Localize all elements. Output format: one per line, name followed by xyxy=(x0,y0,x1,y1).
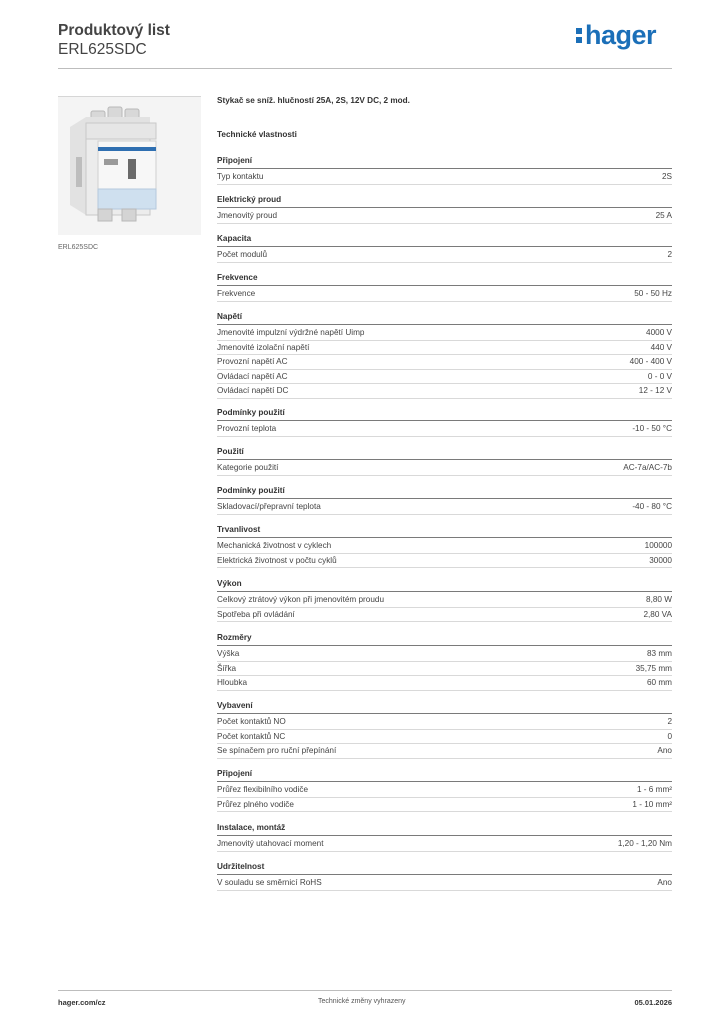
spec-label: Počet kontaktů NC xyxy=(217,731,286,741)
spec-label: Kategorie použití xyxy=(217,463,279,472)
spec-value: 400 - 400 V xyxy=(629,357,672,367)
spec-label: V souladu se směrnicí RoHS xyxy=(217,878,322,887)
spec-label: Jmenovitý utahovací moment xyxy=(217,839,324,848)
section-title: Napětí xyxy=(217,312,672,325)
section-title: Instalace, montáž xyxy=(217,823,672,836)
spec-value: 2 xyxy=(667,250,672,259)
spec-value: 100000 xyxy=(644,541,672,550)
spec-label: Šířka xyxy=(217,663,237,673)
spec-label: Jmenovité izolační napětí xyxy=(217,342,310,352)
spec-row xyxy=(217,461,672,476)
spec-value: 1,20 - 1,20 Nm xyxy=(617,839,672,848)
logo-dots-icon xyxy=(576,24,583,44)
section-title: Rozměry xyxy=(217,633,672,646)
spec-label: Typ kontaktu xyxy=(217,172,264,181)
spec-label: Počet kontaktů NO xyxy=(217,717,286,726)
footer-note: Technické změny vyhrazeny xyxy=(318,998,406,1005)
spec-label: Frekvence xyxy=(217,289,256,298)
spec-label: Mechanická životnost v cyklech xyxy=(217,541,332,550)
spec-row xyxy=(217,500,672,515)
spec-row xyxy=(217,209,672,224)
spec-label: Výška xyxy=(217,649,240,658)
spec-label: Provozní teplota xyxy=(217,424,277,433)
spec-value: 2S xyxy=(661,172,672,181)
contactor-illustration xyxy=(58,97,201,235)
section-title: Použití xyxy=(217,447,672,460)
spec-value: 1 - 10 mm² xyxy=(632,799,672,809)
section-title: Kapacita xyxy=(217,234,672,247)
spec-row xyxy=(217,608,672,623)
spec-row xyxy=(217,715,672,730)
spec-label: Provozní napětí AC xyxy=(217,357,288,367)
spec-label: Počet modulů xyxy=(217,250,268,259)
spec-label: Se spínačem pro ruční přepínání xyxy=(217,746,337,756)
spec-value: Ano xyxy=(657,746,672,756)
spec-value: 4000 V xyxy=(646,328,672,337)
product-code: ERL625SDC xyxy=(58,41,147,58)
spec-row xyxy=(217,422,672,437)
logo-text: hager xyxy=(584,20,656,50)
spec-label: Průřez plného vodiče xyxy=(217,799,294,809)
spec-row xyxy=(217,384,672,399)
spec-label: Jmenovité impulzní výdržné napětí Uimp xyxy=(217,328,365,337)
section-title: Udržitelnost xyxy=(217,862,672,875)
spec-value: 1 - 6 mm² xyxy=(636,785,672,794)
spec-label: Hloubka xyxy=(217,678,248,688)
spec-value: 60 mm xyxy=(646,678,672,688)
spec-value: 35,75 mm xyxy=(635,663,672,673)
footer-date: 05.01.2026 xyxy=(634,998,672,1007)
image-caption: ERL625SDC xyxy=(58,244,99,251)
spec-row xyxy=(217,783,672,798)
spec-value: -40 - 80 °C xyxy=(632,502,672,511)
spec-label: Celkový ztrátový výkon při jmenovitém proudu xyxy=(217,595,385,604)
spec-value: Ano xyxy=(657,878,672,887)
spec-row xyxy=(217,662,672,677)
spec-value: -10 - 50 °C xyxy=(632,424,672,433)
section-title: Frekvence xyxy=(217,273,672,286)
spec-row xyxy=(217,170,672,185)
spec-value: 8,80 W xyxy=(646,595,672,604)
spec-label: Ovládací napětí DC xyxy=(217,386,289,396)
product-image xyxy=(58,96,201,234)
spec-label: Skladovací/přepravní teplota xyxy=(217,502,321,511)
spec-label: Průřez flexibilního vodiče xyxy=(217,785,309,794)
spec-row xyxy=(217,876,672,891)
spec-value: 50 - 50 Hz xyxy=(634,289,672,298)
spec-row xyxy=(217,326,672,341)
spec-row xyxy=(217,837,672,852)
spec-value: 30000 xyxy=(649,555,672,565)
spec-label: Ovládací napětí AC xyxy=(217,371,288,381)
spec-value: 12 - 12 V xyxy=(638,386,672,396)
spec-row xyxy=(217,593,672,608)
footer-divider xyxy=(58,990,672,991)
spec-row xyxy=(217,676,672,691)
spec-row xyxy=(217,554,672,569)
header-divider xyxy=(58,68,672,69)
section-title: Připojení xyxy=(217,156,672,169)
spec-row xyxy=(217,370,672,385)
spec-value: 83 mm xyxy=(646,649,672,658)
section-title: Připojení xyxy=(217,769,672,782)
tech-heading: Technické vlastnosti xyxy=(217,130,297,139)
hager-logo xyxy=(576,20,656,51)
spec-value: 0 xyxy=(667,731,672,741)
section-title: Elektrický proud xyxy=(217,195,672,208)
spec-row xyxy=(217,355,672,370)
section-title: Podmínky použití xyxy=(217,486,672,499)
page-title: Produktový list xyxy=(58,22,170,39)
spec-row xyxy=(217,341,672,356)
section-title: Podmínky použití xyxy=(217,408,672,421)
spec-label: Elektrická životnost v počtu cyklů xyxy=(217,555,337,565)
spec-row xyxy=(217,287,672,302)
spec-value: 440 V xyxy=(650,342,672,352)
spec-label: Jmenovitý proud xyxy=(217,211,278,220)
section-title: Vybavení xyxy=(217,701,672,714)
product-description: Stykač se sníž. hlučností 25A, 2S, 12V DC, 2 mod. xyxy=(217,96,410,105)
spec-row xyxy=(217,798,672,813)
spec-row xyxy=(217,744,672,759)
spec-label: Spotřeba při ovládání xyxy=(217,609,295,619)
spec-value: 2,80 VA xyxy=(643,609,672,619)
spec-row xyxy=(217,647,672,662)
spec-value: AC-7a/AC-7b xyxy=(623,463,672,472)
section-title: Výkon xyxy=(217,579,672,592)
spec-row xyxy=(217,248,672,263)
section-title: Trvanlivost xyxy=(217,525,672,538)
footer-site[interactable]: hager.com/cz xyxy=(58,998,106,1007)
spec-row xyxy=(217,539,672,554)
spec-row xyxy=(217,730,672,745)
spec-value: 2 xyxy=(667,717,672,726)
spec-value: 0 - 0 V xyxy=(647,371,672,381)
page-header xyxy=(58,22,672,70)
spec-value: 25 A xyxy=(655,211,672,220)
